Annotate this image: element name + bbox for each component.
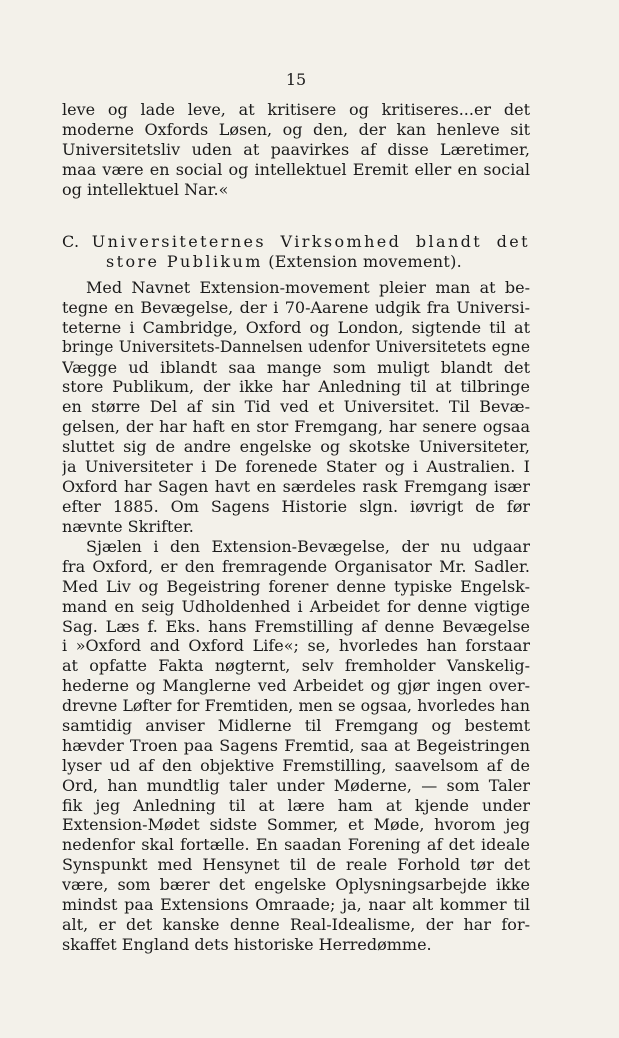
text-line: en større Del af sin Tid ved et Universitet. Til Bevæ- [62,397,530,417]
text-line: fra Oxford, er den fremragende Organisator Mr. Sadler. [62,556,530,576]
text-line: lyser ud af den objektive Fremstilling, saavelsom af de [62,755,530,775]
text-line: leve og lade leve, at kritisere og kritiseres...er det [62,100,530,119]
heading-spaced-text: Universiteternes Virksomhed blandt det [91,232,530,251]
text-line: drevne Løfter for Fremtiden, men se ogsaa, hvorledes han [62,696,530,716]
text-line: fik jeg Anledning til at lære ham at kjende under [62,795,530,815]
text-line: nævnte Skrifter. [62,516,194,536]
paragraph-2 [62,537,530,955]
text-line: hederne og Manglerne ved Arbeidet og gjør ingen over- [62,676,530,696]
text-line: være, som bærer det engelske Oplysningsarbejde ikke [62,875,530,895]
text-line: at opfatte Fakta nøgternt, selv fremholder Vanskelig- [62,656,530,676]
text-line: Med Navnet Extension-movement pleier man at be- [86,278,530,297]
paragraph-1 [62,278,530,537]
text-line: Sjælen i den Extension-Bevægelse, der nu udgaar [86,537,530,556]
text-line: maa være en social og intellektuel Eremit eller en social [62,159,530,179]
text-line: Oxford har Sagen havt en særdeles rask Fremgang især [62,476,530,496]
text-line: bringe Universitets-Dannelsen udenfor Universitetets egne [62,337,530,356]
text-line: skaffet England dets historiske Herredømme. [62,934,432,954]
heading-line-2 [62,252,530,272]
text-line: moderne Oxfords Løsen, og den, der kan henleve sit [62,119,530,139]
text-line: Vægge ud iblandt saa mange som muligt blandt det [62,357,530,377]
text-line: Med Liv og Begeistring forener denne typiske Engelsk- [62,576,530,596]
heading-line-1 [62,232,530,252]
section-heading [62,232,530,272]
text-line: i »Oxford and Oxford Life«; se, hvorledes han forstaar [62,636,530,656]
text-line: nedenfor skal fortælle. En saadan Forening af det ideale [62,835,530,855]
text-line: og intellektuel Nar.« [62,179,229,199]
text-line: efter 1885. Om Sagens Historie slgn. iøvrigt de før [62,496,530,516]
text-line: ja Universiteter i De forenede Stater og i Australien. I [62,457,530,477]
text-line: Synspunkt med Hensynet til de reale Forhold tør det [62,855,530,875]
text-line: hævder Troen paa Sagens Fremtid, saa at Begeistringen [62,735,530,755]
text-line: store Publikum, der ikke har Anledning til at tilbringe [62,377,530,397]
heading-tail: (Extension movement). [268,251,463,271]
text-line: mand en seig Udholdenhed i Arbeidet for denne vigtige [62,596,530,616]
text-line: Universitetsliv uden at paavirkes af disse Læretimer, [62,139,530,159]
text-line: samtidig anviser Midlerne til Fremgang og bestemt [62,716,530,736]
text-line: mindst paa Extensions Omraade; ja, naar alt kommer til [62,895,530,915]
text-line: Ord, han mundtlig taler under Møderne, — som Taler [62,775,530,795]
quote-block [62,100,530,199]
text-line: Extension-Mødet sidste Sommer, et Møde, hvorom jeg [62,815,530,835]
text-line: tegne en Bevægelse, der i 70-Aarene udgik fra Universi- [62,297,530,317]
text-line: gelsen, der har haft en stor Fremgang, har senere ogsaa [62,417,530,437]
text-line: teterne i Cambridge, Oxford og London, sigtende til at [62,317,530,337]
heading-spaced-text-2: store Publikum [106,251,263,271]
text-line: alt, er det kanske denne Real-Idealisme, der har for- [62,914,530,934]
text-line: sluttet sig de andre engelske og skotske Universiteter, [62,437,530,457]
section-letter: C. [62,232,80,251]
text-line: Sag. Læs f. Eks. hans Fremstilling af denne Bevægelse [62,616,530,636]
page-number: 15 [285,70,307,89]
